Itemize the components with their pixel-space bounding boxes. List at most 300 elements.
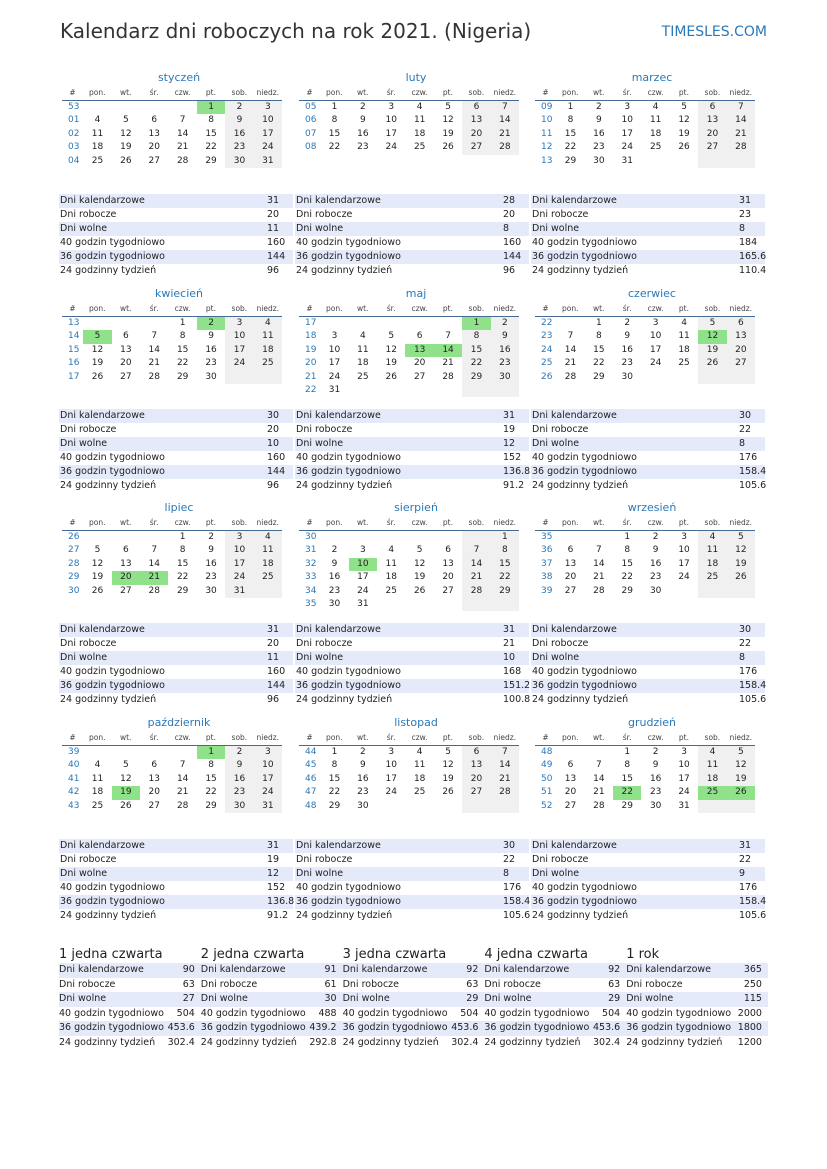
day-cell[interactable]: 7 [179,760,186,771]
day-cell[interactable]: 18 [254,344,282,357]
day-cell[interactable]: 14 [593,773,605,784]
day-cell[interactable]: 13 [148,773,160,784]
day-cell[interactable]: 7 [151,545,158,556]
day-cell[interactable]: 31 [621,155,633,166]
day-cell[interactable]: 6 [698,101,726,114]
day-cell[interactable]: 30 [649,585,662,596]
day-cell[interactable]: 17 [225,344,253,357]
day-cell[interactable]: 7 [567,331,574,342]
day-cell[interactable]: 20 [120,358,132,369]
day-cell[interactable]: 8 [624,760,631,771]
day-cell[interactable]: 28 [727,141,755,154]
day-cell[interactable]: 1 [179,318,186,328]
day-cell[interactable]: 17 [649,344,662,355]
day-cell[interactable]: 10 [225,544,253,557]
day-cell[interactable]: 16 [357,773,369,784]
day-cell[interactable]: 7 [491,101,519,114]
day-cell[interactable]: 2 [360,747,366,757]
day-cell[interactable]: 23 [593,142,605,153]
day-cell[interactable]: 16 [491,344,519,357]
day-cell[interactable]: 1 [179,532,186,542]
day-cell[interactable]: 4 [416,747,423,757]
day-cell[interactable]: 22 [205,142,217,153]
day-cell[interactable]: 8 [491,544,519,557]
day-cell[interactable]: 15 [621,558,633,569]
day-cell[interactable]: 1 [491,531,519,544]
day-cell[interactable]: 8 [331,760,338,771]
day-cell[interactable]: 5 [123,760,129,771]
day-cell[interactable]: 10 [678,760,690,771]
day-cell[interactable]: 16 [357,128,369,139]
day-cell[interactable]: 29 [176,371,189,382]
day-cell[interactable]: 30 [649,800,662,811]
day-cell[interactable]: 17 [328,358,341,369]
day-cell[interactable]: 9 [360,760,366,771]
day-cell[interactable]: 27 [120,371,132,382]
day-cell[interactable]: 3 [360,545,366,556]
day-cell[interactable]: 14 [491,114,519,127]
day-cell[interactable]: 11 [413,760,426,771]
holiday-day[interactable]: 10 [349,558,377,571]
day-cell[interactable]: 29 [593,371,605,382]
holiday-day[interactable]: 25 [698,786,726,799]
day-cell[interactable]: 7 [462,544,490,557]
day-cell[interactable]: 3 [624,102,631,112]
day-cell[interactable]: 18 [413,773,426,784]
day-cell[interactable]: 7 [179,115,186,126]
day-cell[interactable]: 28 [148,371,160,382]
day-cell[interactable]: 11 [254,330,282,343]
day-cell[interactable]: 21 [491,773,519,786]
holiday-day[interactable]: 13 [405,344,433,357]
day-cell[interactable]: 22 [205,787,217,798]
day-cell[interactable]: 11 [91,128,104,139]
day-cell[interactable]: 3 [652,318,659,328]
day-cell[interactable]: 13 [564,773,577,784]
day-cell[interactable]: 16 [649,558,662,569]
day-cell[interactable]: 4 [94,115,101,126]
day-cell[interactable]: 15 [176,558,189,569]
day-cell[interactable]: 17 [357,572,369,583]
day-cell[interactable]: 9 [624,331,631,342]
day-cell[interactable]: 30 [593,155,605,166]
day-cell[interactable]: 3 [681,532,687,542]
day-cell[interactable]: 8 [567,115,574,126]
day-cell[interactable]: 24 [328,371,341,382]
day-cell[interactable]: 19 [442,128,454,139]
day-cell[interactable]: 10 [225,330,253,343]
day-cell[interactable]: 30 [225,800,253,813]
day-cell[interactable]: 9 [208,545,214,556]
day-cell[interactable]: 21 [491,128,519,141]
day-cell[interactable]: 9 [596,115,602,126]
day-cell[interactable]: 18 [649,128,662,139]
day-cell[interactable]: 12 [385,344,397,355]
day-cell[interactable]: 19 [678,128,690,139]
day-cell[interactable]: 29 [621,585,633,596]
day-cell[interactable]: 5 [445,102,451,112]
day-cell[interactable]: 25 [649,142,662,153]
day-cell[interactable]: 2 [652,747,659,757]
holiday-day[interactable]: 20 [112,571,140,584]
day-cell[interactable]: 30 [205,585,217,596]
day-cell[interactable]: 23 [357,142,369,153]
day-cell[interactable]: 6 [462,101,490,114]
day-cell[interactable]: 5 [698,317,726,330]
holiday-day[interactable]: 2 [197,317,225,330]
day-cell[interactable]: 2 [225,101,253,114]
day-cell[interactable]: 31 [254,800,282,813]
day-cell[interactable]: 24 [621,142,633,153]
holiday-day[interactable]: 1 [197,746,225,759]
day-cell[interactable]: 6 [567,545,574,556]
day-cell[interactable]: 2 [491,317,519,330]
day-cell[interactable]: 3 [225,317,253,330]
day-cell[interactable]: 13 [727,330,755,343]
day-cell[interactable]: 24 [385,787,397,798]
day-cell[interactable]: 20 [462,128,490,141]
day-cell[interactable]: 18 [698,558,726,571]
day-cell[interactable]: 22 [328,142,341,153]
day-cell[interactable]: 19 [698,344,726,357]
day-cell[interactable]: 10 [649,331,662,342]
day-cell[interactable]: 24 [357,585,369,596]
day-cell[interactable]: 27 [413,371,426,382]
day-cell[interactable]: 7 [445,331,451,342]
day-cell[interactable]: 24 [678,787,690,798]
day-cell[interactable]: 7 [491,746,519,759]
day-cell[interactable]: 28 [491,141,519,154]
day-cell[interactable]: 6 [151,760,158,771]
day-cell[interactable]: 1 [331,102,338,112]
day-cell[interactable]: 17 [254,128,282,141]
day-cell[interactable]: 4 [254,531,282,544]
day-cell[interactable]: 23 [205,358,217,369]
day-cell[interactable]: 4 [681,318,687,328]
day-cell[interactable]: 24 [649,358,662,369]
day-cell[interactable]: 4 [254,317,282,330]
day-cell[interactable]: 30 [621,371,633,382]
day-cell[interactable]: 26 [442,787,454,798]
day-cell[interactable]: 11 [357,344,369,355]
day-cell[interactable]: 20 [413,358,426,369]
day-cell[interactable]: 25 [413,787,426,798]
day-cell[interactable]: 23 [225,141,253,154]
day-cell[interactable]: 26 [698,357,726,370]
day-cell[interactable]: 14 [176,128,189,139]
day-cell[interactable]: 12 [727,759,755,772]
day-cell[interactable]: 29 [462,371,490,384]
day-cell[interactable]: 6 [123,331,129,342]
day-cell[interactable]: 3 [681,747,687,757]
day-cell[interactable]: 29 [176,585,189,596]
day-cell[interactable]: 3 [254,746,282,759]
day-cell[interactable]: 2 [208,532,214,542]
day-cell[interactable]: 14 [564,344,577,355]
day-cell[interactable]: 9 [360,115,366,126]
day-cell[interactable]: 14 [148,558,160,569]
day-cell[interactable]: 19 [727,558,755,571]
day-cell[interactable]: 1 [624,532,631,542]
day-cell[interactable]: 27 [462,786,490,799]
day-cell[interactable]: 14 [491,759,519,772]
day-cell[interactable]: 17 [385,773,397,784]
day-cell[interactable]: 6 [445,545,451,556]
day-cell[interactable]: 23 [225,786,253,799]
day-cell[interactable]: 22 [621,572,633,583]
day-cell[interactable]: 27 [698,141,726,154]
day-cell[interactable]: 27 [727,357,755,370]
day-cell[interactable]: 5 [123,115,129,126]
day-cell[interactable]: 5 [445,747,451,757]
day-cell[interactable]: 26 [91,371,104,382]
day-cell[interactable]: 12 [120,773,132,784]
day-cell[interactable]: 2 [331,545,338,556]
day-cell[interactable]: 16 [593,128,605,139]
day-cell[interactable]: 13 [120,558,132,569]
day-cell[interactable]: 28 [462,585,490,598]
holiday-day[interactable]: 5 [83,330,111,343]
day-cell[interactable]: 15 [593,344,605,355]
day-cell[interactable]: 12 [678,115,690,126]
day-cell[interactable]: 30 [491,371,519,384]
day-cell[interactable]: 5 [727,531,755,544]
day-cell[interactable]: 29 [564,155,577,166]
day-cell[interactable]: 25 [91,800,104,811]
day-cell[interactable]: 22 [593,358,605,369]
day-cell[interactable]: 11 [678,331,690,342]
day-cell[interactable]: 21 [593,572,605,583]
day-cell[interactable]: 23 [328,585,341,596]
day-cell[interactable]: 7 [596,760,602,771]
day-cell[interactable]: 30 [205,371,217,382]
day-cell[interactable]: 28 [564,371,577,382]
holiday-day[interactable]: 1 [462,317,490,330]
day-cell[interactable]: 31 [225,585,253,598]
day-cell[interactable]: 21 [727,128,755,141]
day-cell[interactable]: 14 [462,558,490,571]
holiday-day[interactable]: 21 [140,571,168,584]
day-cell[interactable]: 12 [727,544,755,557]
day-cell[interactable]: 12 [120,128,132,139]
holiday-day[interactable]: 26 [727,786,755,799]
day-cell[interactable]: 29 [621,800,633,811]
day-cell[interactable]: 8 [596,331,602,342]
day-cell[interactable]: 5 [416,545,423,556]
day-cell[interactable]: 27 [148,800,160,811]
day-cell[interactable]: 23 [649,787,662,798]
day-cell[interactable]: 30 [328,598,341,609]
day-cell[interactable]: 31 [328,384,341,395]
day-cell[interactable]: 8 [208,760,214,771]
day-cell[interactable]: 25 [385,585,397,596]
day-cell[interactable]: 16 [205,344,217,355]
day-cell[interactable]: 20 [564,572,577,583]
day-cell[interactable]: 16 [205,558,217,569]
day-cell[interactable]: 22 [491,571,519,584]
day-cell[interactable]: 20 [564,787,577,798]
day-cell[interactable]: 16 [225,773,253,786]
day-cell[interactable]: 11 [698,544,726,557]
day-cell[interactable]: 25 [678,358,690,369]
day-cell[interactable]: 23 [491,357,519,370]
day-cell[interactable]: 25 [91,155,104,166]
day-cell[interactable]: 31 [678,800,690,811]
day-cell[interactable]: 18 [678,344,690,355]
day-cell[interactable]: 17 [678,773,690,784]
day-cell[interactable]: 20 [727,344,755,357]
day-cell[interactable]: 13 [564,558,577,569]
day-cell[interactable]: 27 [120,585,132,596]
day-cell[interactable]: 26 [413,585,426,596]
day-cell[interactable]: 3 [388,102,395,112]
day-cell[interactable]: 27 [148,155,160,166]
day-cell[interactable]: 16 [328,572,341,583]
day-cell[interactable]: 21 [462,571,490,584]
day-cell[interactable]: 8 [179,545,186,556]
day-cell[interactable]: 3 [225,531,253,544]
day-cell[interactable]: 24 [225,357,253,370]
day-cell[interactable]: 11 [91,773,104,784]
day-cell[interactable]: 15 [621,773,633,784]
day-cell[interactable]: 27 [564,800,577,811]
day-cell[interactable]: 20 [462,773,490,786]
day-cell[interactable]: 4 [652,102,659,112]
day-cell[interactable]: 12 [442,115,454,126]
brand-link[interactable]: TIMESLES.COM [661,24,767,40]
day-cell[interactable]: 31 [254,155,282,168]
day-cell[interactable]: 12 [442,760,454,771]
day-cell[interactable]: 19 [120,142,132,153]
day-cell[interactable]: 9 [208,331,214,342]
day-cell[interactable]: 2 [596,102,602,112]
day-cell[interactable]: 18 [385,572,397,583]
holiday-day[interactable]: 22 [613,786,641,799]
day-cell[interactable]: 16 [649,773,662,784]
day-cell[interactable]: 11 [698,759,726,772]
day-cell[interactable]: 5 [388,331,395,342]
holiday-day[interactable]: 1 [197,101,225,114]
day-cell[interactable]: 28 [176,800,189,811]
day-cell[interactable]: 8 [208,115,214,126]
day-cell[interactable]: 18 [91,142,104,153]
day-cell[interactable]: 22 [462,357,490,370]
day-cell[interactable]: 6 [462,746,490,759]
day-cell[interactable]: 19 [91,572,104,583]
day-cell[interactable]: 15 [328,773,341,784]
day-cell[interactable]: 8 [179,331,186,342]
day-cell[interactable]: 15 [564,128,577,139]
day-cell[interactable]: 4 [416,102,423,112]
day-cell[interactable]: 22 [176,572,189,583]
day-cell[interactable]: 22 [328,787,341,798]
day-cell[interactable]: 10 [254,114,282,127]
day-cell[interactable]: 21 [176,142,189,153]
day-cell[interactable]: 12 [413,558,426,569]
day-cell[interactable]: 12 [91,558,104,569]
day-cell[interactable]: 23 [205,572,217,583]
day-cell[interactable]: 28 [148,585,160,596]
day-cell[interactable]: 21 [148,358,160,369]
day-cell[interactable]: 13 [462,114,490,127]
day-cell[interactable]: 2 [360,102,366,112]
day-cell[interactable]: 14 [176,773,189,784]
day-cell[interactable]: 28 [442,371,454,382]
day-cell[interactable]: 1 [331,747,338,757]
day-cell[interactable]: 29 [328,800,341,811]
day-cell[interactable]: 2 [624,318,631,328]
day-cell[interactable]: 15 [176,344,189,355]
day-cell[interactable]: 5 [94,545,101,556]
day-cell[interactable]: 13 [698,114,726,127]
day-cell[interactable]: 23 [357,787,369,798]
day-cell[interactable]: 4 [94,760,101,771]
day-cell[interactable]: 8 [462,330,490,343]
day-cell[interactable]: 3 [388,747,395,757]
day-cell[interactable]: 7 [151,331,158,342]
day-cell[interactable]: 11 [649,115,662,126]
day-cell[interactable]: 15 [205,773,217,784]
day-cell[interactable]: 30 [357,800,369,811]
day-cell[interactable]: 1 [624,747,631,757]
day-cell[interactable]: 11 [254,544,282,557]
day-cell[interactable]: 12 [91,344,104,355]
day-cell[interactable]: 14 [593,558,605,569]
day-cell[interactable]: 8 [331,115,338,126]
holiday-day[interactable]: 14 [434,344,462,357]
day-cell[interactable]: 6 [727,317,755,330]
day-cell[interactable]: 26 [442,142,454,153]
day-cell[interactable]: 4 [388,545,395,556]
day-cell[interactable]: 6 [123,545,129,556]
day-cell[interactable]: 24 [678,572,690,583]
day-cell[interactable]: 9 [491,330,519,343]
day-cell[interactable]: 28 [593,800,605,811]
day-cell[interactable]: 18 [254,558,282,571]
day-cell[interactable]: 26 [120,800,132,811]
day-cell[interactable]: 5 [681,102,687,112]
day-cell[interactable]: 23 [621,358,633,369]
day-cell[interactable]: 18 [698,773,726,786]
day-cell[interactable]: 15 [328,128,341,139]
day-cell[interactable]: 26 [385,371,397,382]
day-cell[interactable]: 17 [385,128,397,139]
day-cell[interactable]: 18 [357,358,369,369]
day-cell[interactable]: 9 [652,760,659,771]
day-cell[interactable]: 31 [357,598,369,609]
day-cell[interactable]: 13 [462,759,490,772]
day-cell[interactable]: 26 [120,155,132,166]
day-cell[interactable]: 24 [225,571,253,584]
day-cell[interactable]: 29 [205,155,217,166]
day-cell[interactable]: 10 [621,115,633,126]
day-cell[interactable]: 9 [225,759,253,772]
day-cell[interactable]: 1 [567,102,574,112]
day-cell[interactable]: 28 [176,155,189,166]
day-cell[interactable]: 23 [649,572,662,583]
holiday-day[interactable]: 19 [112,786,140,799]
day-cell[interactable]: 19 [385,358,397,369]
day-cell[interactable]: 22 [176,358,189,369]
day-cell[interactable]: 15 [491,558,519,571]
day-cell[interactable]: 4 [360,331,366,342]
day-cell[interactable]: 7 [727,101,755,114]
day-cell[interactable]: 27 [442,585,454,596]
day-cell[interactable]: 6 [416,331,423,342]
day-cell[interactable]: 4 [698,531,726,544]
day-cell[interactable]: 6 [567,760,574,771]
day-cell[interactable]: 27 [462,141,490,154]
